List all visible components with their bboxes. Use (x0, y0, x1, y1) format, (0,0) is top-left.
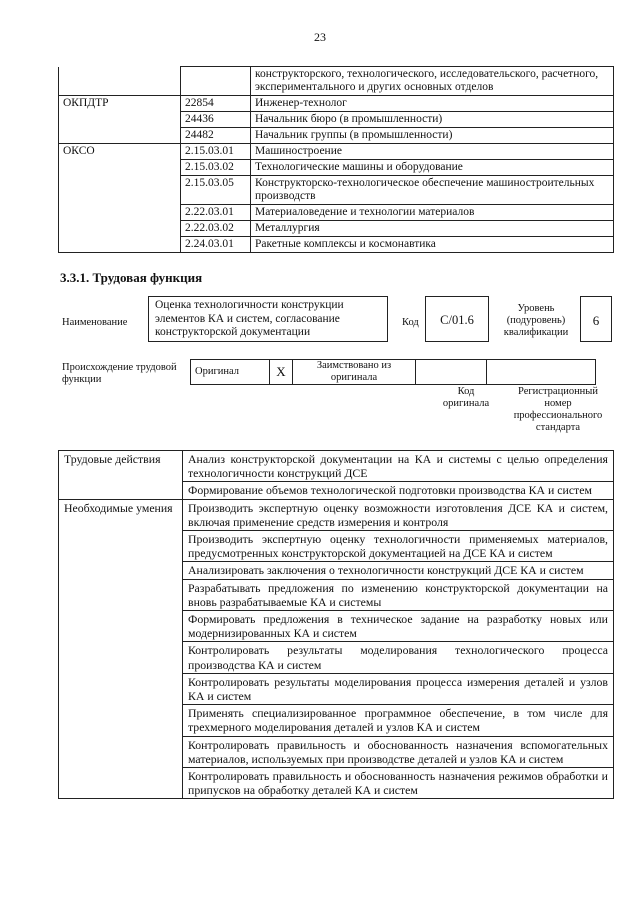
classifier-title-cell: Технологические машины и оборудование (251, 160, 614, 176)
table-row (59, 673, 614, 704)
classifier-row (59, 176, 614, 205)
classifier-row (59, 237, 614, 253)
original-label: Оригинал (191, 360, 270, 385)
classifier-name-cell (59, 176, 181, 205)
table-row (59, 562, 614, 579)
classifier-name-cell (59, 221, 181, 237)
classifier-row (59, 221, 614, 237)
code-original-label: Код оригинала (442, 386, 490, 409)
row-group-label-continuation (59, 579, 183, 610)
row-description: Анализ конструкторской документации на КА и системы с целью определения технологичности конструкций ДСЕ (183, 451, 614, 482)
qualification-level-value: 6 (580, 296, 612, 342)
classifier-code-cell: 2.15.03.05 (181, 176, 251, 205)
row-group-label-continuation (59, 482, 183, 499)
table-row (59, 611, 614, 642)
classifier-code-cell: 2.24.03.01 (181, 237, 251, 253)
name-label: Наименование (62, 317, 128, 328)
classifier-name-cell (59, 160, 181, 176)
classifier-title-cell: конструкторского, технологического, исследовательского, расчетного, экспериментального и других основных отделов (251, 67, 614, 96)
reg-number-label: Регистрационный номер профессионального стандарта (513, 386, 603, 433)
row-description: Производить экспертную оценку возможности изготовления ДСЕ КА и систем, включая применение средств измерения и контроля (183, 499, 614, 530)
classifier-code-cell: 2.22.03.01 (181, 205, 251, 221)
classifier-name-cell (59, 205, 181, 221)
classifier-title-cell: Ракетные комплексы и космонавтика (251, 237, 614, 253)
row-group-label-continuation (59, 705, 183, 736)
classifier-code-cell: 2.15.03.02 (181, 160, 251, 176)
classifier-name-cell (59, 67, 181, 96)
row-description: Контролировать результаты моделирования процесса измерения деталей и узлов КА и систем (183, 673, 614, 704)
classifier-name-cell: ОКСО (59, 144, 181, 160)
table-row (59, 531, 614, 562)
code-label: Код (402, 317, 419, 328)
function-code-value: C/01.6 (425, 296, 489, 342)
classifier-row (59, 128, 614, 144)
classifier-title-cell: Начальник группы (в промышленности) (251, 128, 614, 144)
row-group-label-continuation (59, 768, 183, 799)
row-description: Формирование объемов технологической подготовки производства КА и систем (183, 482, 614, 499)
classifier-row (59, 160, 614, 176)
table-row (59, 451, 614, 482)
classifier-code-cell: 24482 (181, 128, 251, 144)
table-row (59, 579, 614, 610)
row-description: Анализировать заключения о технологичности конструкций ДСЕ КА и систем (183, 562, 614, 579)
qualification-level-label: Уровень (подуровень) квалификации (503, 303, 569, 338)
row-group-label-continuation (59, 562, 183, 579)
table-row (59, 499, 614, 530)
classifier-row (59, 205, 614, 221)
original-mark: X (270, 360, 293, 385)
table-row (59, 482, 614, 499)
classifier-name-cell (59, 112, 181, 128)
code-original-cell (416, 360, 487, 385)
table-row (59, 642, 614, 673)
row-description: Производить экспертную оценку технологичности применяемых материалов, предусмотренных конструкторской документацией на ДСЕ КА и систем (183, 531, 614, 562)
classifier-row (59, 96, 614, 112)
row-description: Формировать предложения в техническое задание на разработку новых или модернизированных КА и систем (183, 611, 614, 642)
classifier-name-cell (59, 128, 181, 144)
row-group-label-continuation (59, 642, 183, 673)
reg-number-cell (487, 360, 596, 385)
table-row (59, 768, 614, 799)
classifier-code-cell: 2.15.03.01 (181, 144, 251, 160)
row-description: Контролировать правильность и обоснованность назначения вспомогательных материалов, используемых при производстве деталей и узлов КА и систем (183, 736, 614, 767)
page-number: 23 (314, 30, 326, 44)
row-group-label-continuation (59, 736, 183, 767)
classifier-code-cell: 2.22.03.02 (181, 221, 251, 237)
origin-table (190, 359, 596, 385)
row-description: Разрабатывать предложения по изменению конструкторской документации на вновь разрабатываемые КА и системы (183, 579, 614, 610)
borrowed-label: Заимствовано из оригинала (293, 360, 416, 385)
classifier-row (59, 112, 614, 128)
table-row (59, 705, 614, 736)
row-group-label-continuation (59, 531, 183, 562)
table-row (59, 736, 614, 767)
row-description: Применять специализированное программное обеспечение, в том числе для трехмерного моделирования деталей и узлов КА и систем (183, 705, 614, 736)
row-group-label: Необходимые умения (59, 499, 183, 530)
classifier-code-cell: 24436 (181, 112, 251, 128)
classifier-title-cell: Материаловедение и технологии материалов (251, 205, 614, 221)
classifier-name-cell: ОКПДТР (59, 96, 181, 112)
row-description: Контролировать правильность и обоснованность назначения режимов обработки и припусков на обработку деталей КА и систем (183, 768, 614, 799)
classifier-code-cell (181, 67, 251, 96)
classifier-row (59, 144, 614, 160)
row-group-label: Трудовые действия (59, 451, 183, 482)
row-group-label-continuation (59, 673, 183, 704)
row-description: Контролировать результаты моделирования технологического процесса производства КА и систем (183, 642, 614, 673)
classifier-title-cell: Инженер-технолог (251, 96, 614, 112)
row-group-label-continuation (59, 611, 183, 642)
origin-label: Происхождение трудовой функции (62, 362, 177, 385)
function-name-value: Оценка технологичности конструкции элементов КА и систем, согласование конструкторской документации (148, 296, 388, 342)
section-title: 3.3.1. Трудовая функция (60, 270, 203, 285)
classifier-table (58, 66, 614, 253)
classifier-code-cell: 22854 (181, 96, 251, 112)
classifier-title-cell: Машиностроение (251, 144, 614, 160)
classifier-row (59, 67, 614, 96)
labor-function-table (58, 450, 614, 799)
classifier-title-cell: Конструкторско-технологическое обеспечение машиностроительных производств (251, 176, 614, 205)
classifier-title-cell: Металлургия (251, 221, 614, 237)
classifier-name-cell (59, 237, 181, 253)
classifier-title-cell: Начальник бюро (в промышленности) (251, 112, 614, 128)
